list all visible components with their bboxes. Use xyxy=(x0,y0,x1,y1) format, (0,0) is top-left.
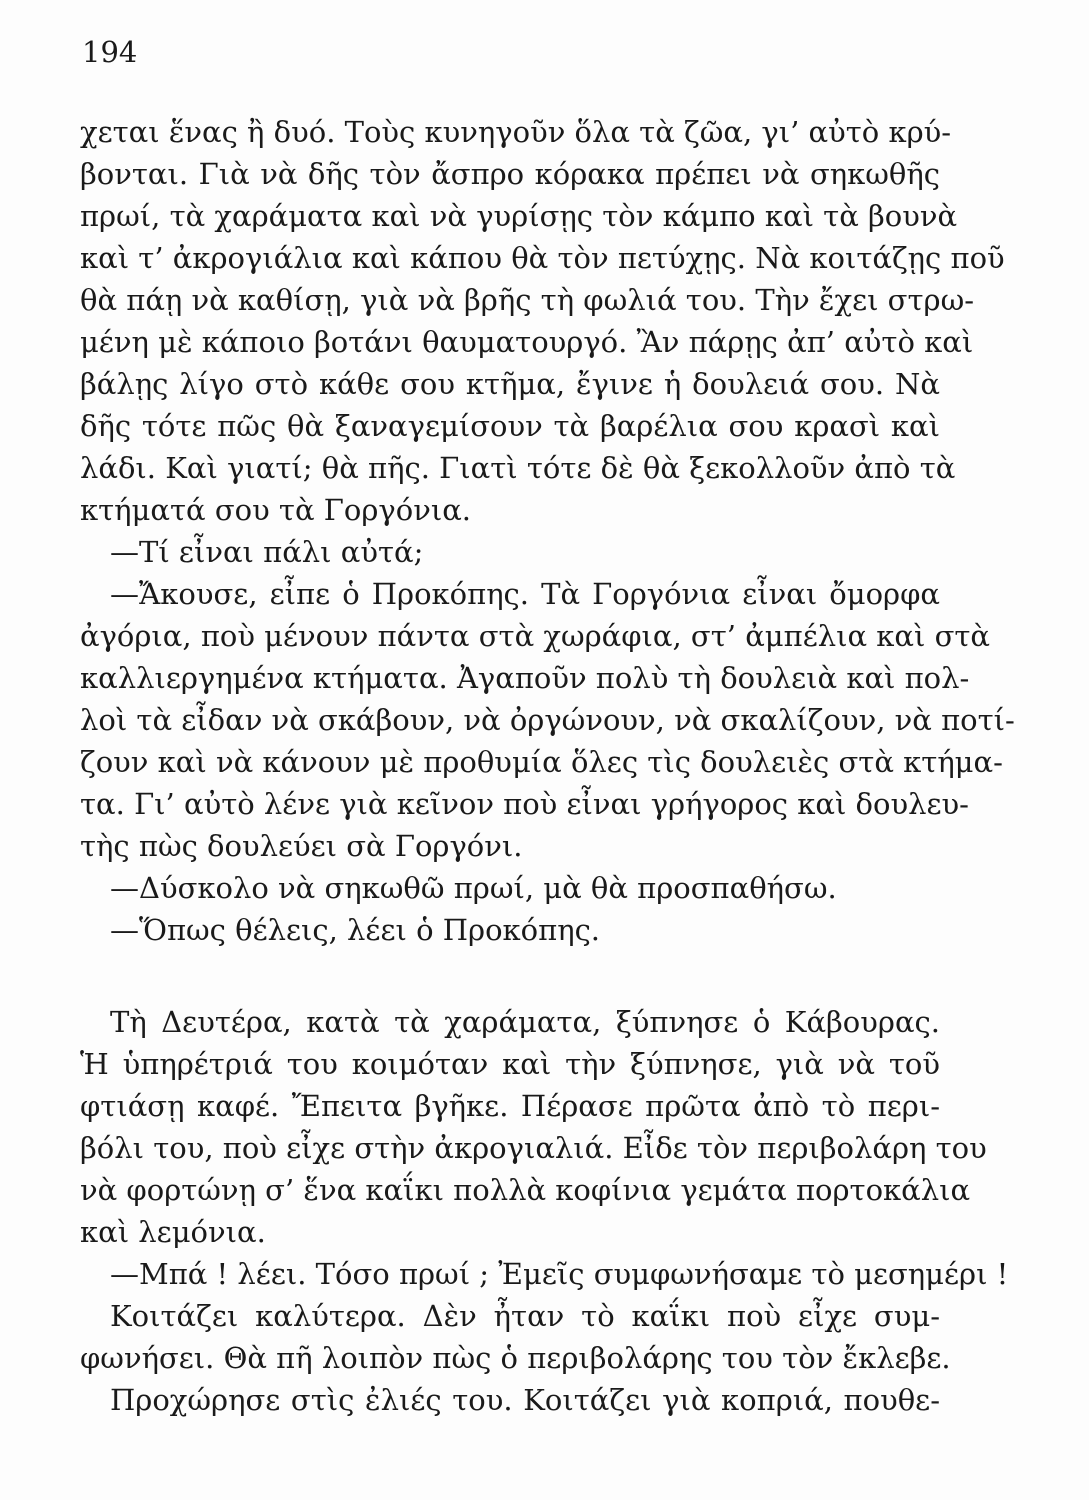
text-line: φτιάσῃ καφέ. Ἔπειτα βγῆκε. Πέρασε πρῶτα ἀπὸ τὸ περι- xyxy=(80,1089,940,1123)
text-line: χεται ἕνας ἢ δυό. Τοὺς κυνηγοῦν ὅλα τὰ ζῶα, γι’ αὐτὸ κρύ- xyxy=(80,115,952,149)
paragraph-start: Προχώρησε στὶς ἐλιές του. Κοιτάζει γιὰ κοπριά, πουθε- xyxy=(110,1383,940,1417)
dialogue-line: —Ἄκουσε, εἶπε ὁ Προκόπης. Τὰ Γοργόνια εἶναι ὄμορφα xyxy=(110,577,940,611)
text-line: λάδι. Καὶ γιατί; θὰ πῆς. Γιατὶ τότε δὲ θὰ ξεκολλοῦν ἀπὸ τὰ xyxy=(80,451,956,485)
page-number: 194 xyxy=(82,35,138,69)
text-line: βόλι του, ποὺ εἶχε στὴν ἀκρογιαλιά. Εἶδε τὸν περιβολάρη του xyxy=(80,1131,987,1165)
text-line: κτήματά σου τὰ Γοργόνια. xyxy=(80,493,471,527)
text-line: φωνήσει. Θὰ πῆ λοιπὸν πὼς ὁ περιβολάρης του τὸν ἔκλεβε. xyxy=(80,1341,951,1375)
text-line: ζουν καὶ νὰ κάνουν μὲ προθυμία ὅλες τὶς δουλειὲς στὰ κτήμα- xyxy=(80,745,1003,779)
text-line: καλλιεργημένα κτήματα. Ἀγαποῦν πολὺ τὴ δουλειὰ καὶ πολ- xyxy=(80,661,970,695)
text-line: θὰ πάῃ νὰ καθίσῃ, γιὰ νὰ βρῆς τὴ φωλιά του. Τὴν ἔχει στρω- xyxy=(80,283,975,317)
text-line: νὰ φορτώνῃ σ’ ἕνα καΐκι πολλὰ κοφίνια γεμάτα πορτοκάλια xyxy=(80,1173,971,1207)
dialogue-line: —Δύσκολο νὰ σηκωθῶ πρωί, μὰ θὰ προσπαθήσω. xyxy=(110,871,837,905)
text-line: ἀγόρια, ποὺ μένουν πάντα στὰ χωράφια, στ’ ἀμπέλια καὶ στὰ xyxy=(80,619,990,653)
text-line: πρωί, τὰ χαράματα καὶ νὰ γυρίσῃς τὸν κάμπο καὶ τὰ βουνὰ xyxy=(80,199,958,233)
text-line: καὶ τ’ ἀκρογιάλια καὶ κάπου θὰ τὸν πετύχῃς. Νὰ κοιτάζῃς ποῦ xyxy=(80,241,1005,275)
text-line: δῆς τότε πῶς θὰ ξαναγεμίσουν τὰ βαρέλια σου κρασὶ καὶ xyxy=(80,409,940,443)
dialogue-line: —Μπά ! λέει. Τόσο πρωί ; Ἐμεῖς συμφωνήσαμε τὸ μεσημέρι ! xyxy=(110,1257,1009,1291)
dialogue-line: —Ὅπως θέλεις, λέει ὁ Προκόπης. xyxy=(110,913,601,947)
text-line: Ἡ ὑπηρέτριά του κοιμόταν καὶ τὴν ξύπνησε, γιὰ νὰ τοῦ xyxy=(80,1047,940,1081)
text-line: καὶ λεμόνια. xyxy=(80,1215,266,1249)
text-line: μένη μὲ κάποιο βοτάνι θαυματουργό. Ἂν πάρῃς ἀπ’ αὐτὸ καὶ xyxy=(80,325,974,359)
text-line: τα. Γι’ αὐτὸ λένε γιὰ κεῖνον ποὺ εἶναι γρήγορος καὶ δουλευ- xyxy=(80,787,969,821)
text-line: λοὶ τὰ εἶδαν νὰ σκάβουν, νὰ ὀργώνουν, νὰ σκαλίζουν, νὰ ποτί- xyxy=(80,703,1015,737)
text-line: τὴς πὼς δουλεύει σὰ Γοργόνι. xyxy=(80,829,523,863)
text-line: βάλῃς λίγο στὸ κάθε σου κτῆμα, ἔγινε ἡ δουλειά σου. Νὰ xyxy=(80,367,940,401)
paragraph-start: Κοιτάζει καλύτερα. Δὲν ἦταν τὸ καΐκι ποὺ εἶχε συμ- xyxy=(110,1299,940,1333)
text-line: βονται. Γιὰ νὰ δῆς τὸν ἄσπρο κόρακα πρέπει νὰ σηκωθῆς xyxy=(80,157,940,191)
dialogue-line: —Τί εἶναι πάλι αὐτά; xyxy=(110,535,424,569)
paragraph-start: Τὴ Δευτέρα, κατὰ τὰ χαράματα, ξύπνησε ὁ Κάβουρας. xyxy=(110,1005,940,1039)
